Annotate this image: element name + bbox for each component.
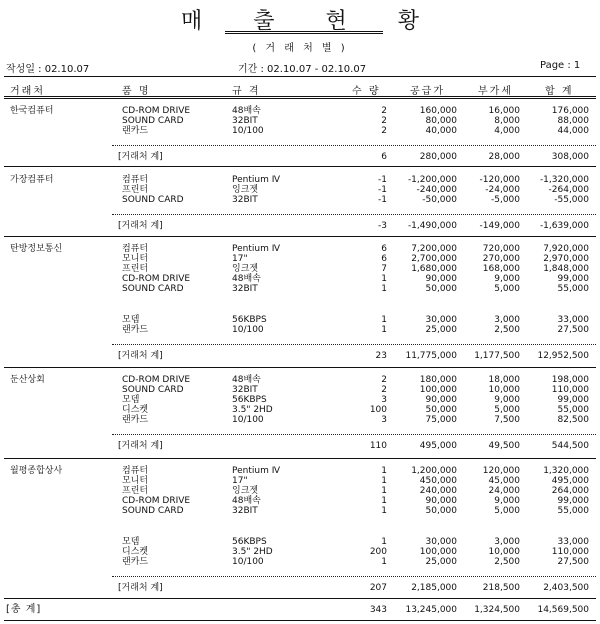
item-total: 99,000 xyxy=(557,274,589,284)
item-qty: 200 xyxy=(369,547,387,557)
item-total: 44,000 xyxy=(557,126,589,136)
item-vat: 720,000 xyxy=(482,244,520,254)
item-spec: 32BIT xyxy=(232,195,258,205)
item-spec: 32BIT xyxy=(232,116,258,126)
item-qty: 100 xyxy=(369,405,387,415)
report-title: 매 출 현 황 xyxy=(181,9,441,34)
item-name: 프린터 xyxy=(122,185,149,195)
subtotal-qty: 23 xyxy=(375,351,387,361)
item-qty: 6 xyxy=(381,244,387,254)
col-header-supply: 공급가 xyxy=(410,86,445,97)
item-vat: 3,000 xyxy=(494,537,520,547)
item-qty: -1 xyxy=(378,195,387,205)
col-header-qty: 수 량 xyxy=(352,86,381,97)
item-name: 랜카드 xyxy=(122,557,149,567)
item-spec: 48배속 xyxy=(232,496,261,506)
header-top-rule xyxy=(4,76,596,77)
item-total: 55,000 xyxy=(557,284,589,294)
subtotal-qty: 207 xyxy=(369,583,387,593)
subtotal-total: 544,500 xyxy=(551,441,589,451)
item-name: 모뎀 xyxy=(122,315,140,325)
item-qty: 6 xyxy=(381,254,387,264)
item-spec: 10/100 xyxy=(232,557,264,567)
subtotal-vat: 1,177,500 xyxy=(474,351,520,361)
item-supply: 25,000 xyxy=(425,325,457,335)
item-qty: 1 xyxy=(381,284,387,294)
item-supply: 1,680,000 xyxy=(411,264,457,274)
item-vat: 16,000 xyxy=(488,106,520,116)
item-name: 디스켓 xyxy=(122,547,149,557)
item-spec: 잉크젯 xyxy=(232,264,259,274)
item-supply: -1,200,000 xyxy=(407,175,457,185)
item-spec: Pentium Ⅳ xyxy=(232,466,281,476)
col-header-vat: 부가세 xyxy=(478,86,513,97)
item-spec: 3.5" 2HD xyxy=(232,405,273,415)
subtotal-supply: -1,490,000 xyxy=(407,221,457,231)
item-total: 55,000 xyxy=(557,506,589,516)
item-qty: 1 xyxy=(381,537,387,547)
item-total: 55,000 xyxy=(557,405,589,415)
item-supply: 1,200,000 xyxy=(411,466,457,476)
col-header-customer: 거래처 xyxy=(10,86,45,97)
subtotal-rule xyxy=(112,145,596,146)
item-supply: 90,000 xyxy=(425,496,457,506)
item-vat: 168,000 xyxy=(482,264,520,274)
item-vat: 10,000 xyxy=(488,547,520,557)
item-spec: 잉크젯 xyxy=(232,185,259,195)
item-vat: 2,500 xyxy=(494,557,520,567)
item-total: 99,000 xyxy=(557,496,589,506)
item-qty: 1 xyxy=(381,466,387,476)
item-total: 33,000 xyxy=(557,315,589,325)
item-vat: 7,500 xyxy=(494,415,520,425)
item-spec: 17" xyxy=(232,254,248,264)
item-vat: 2,500 xyxy=(494,325,520,335)
item-name: 랜카드 xyxy=(122,415,149,425)
item-name: 모니터 xyxy=(122,476,149,486)
subtotal-supply: 495,000 xyxy=(419,441,457,451)
item-qty: 1 xyxy=(381,315,387,325)
report-period: 기간 : 02.10.07 - 02.10.07 xyxy=(238,64,367,75)
item-spec: 잉크젯 xyxy=(232,486,259,496)
item-vat: 270,000 xyxy=(482,254,520,264)
subtotal-supply: 280,000 xyxy=(419,152,457,162)
item-qty: -1 xyxy=(378,175,387,185)
subtotal-qty: -3 xyxy=(378,221,387,231)
item-spec: 56KBPS xyxy=(232,537,267,547)
item-vat: 9,000 xyxy=(494,395,520,405)
item-name: 모니터 xyxy=(122,254,149,264)
item-qty: 2 xyxy=(381,106,387,116)
item-total: 1,848,000 xyxy=(543,264,589,274)
subtotal-label: [거래처 계] xyxy=(118,221,163,231)
item-qty: 2 xyxy=(381,385,387,395)
item-supply: 90,000 xyxy=(425,395,457,405)
item-name: 디스켓 xyxy=(122,405,149,415)
item-supply: 2,700,000 xyxy=(411,254,457,264)
item-spec: Pentium Ⅳ xyxy=(232,175,281,185)
item-supply: 450,000 xyxy=(419,476,457,486)
item-qty: 1 xyxy=(381,325,387,335)
item-total: 7,920,000 xyxy=(543,244,589,254)
item-name: 랜카드 xyxy=(122,325,149,335)
item-total: -264,000 xyxy=(548,185,589,195)
item-total: 110,000 xyxy=(551,547,589,557)
item-total: 110,000 xyxy=(551,385,589,395)
item-spec: 10/100 xyxy=(232,415,264,425)
item-name: SOUND CARD xyxy=(122,195,184,205)
customer-name: 둔산상회 xyxy=(10,375,45,385)
item-supply: 50,000 xyxy=(425,506,457,516)
item-spec: 48배속 xyxy=(232,375,261,385)
subtotal-label: [거래처 계] xyxy=(118,152,163,162)
subtotal-label: [거래처 계] xyxy=(118,583,163,593)
item-spec: 32BIT xyxy=(232,284,258,294)
subtotal-rule xyxy=(112,576,596,577)
item-spec: 56KBPS xyxy=(232,315,267,325)
item-supply: 90,000 xyxy=(425,274,457,284)
item-supply: 50,000 xyxy=(425,405,457,415)
item-name: 컴퓨터 xyxy=(122,244,149,254)
subtotal-rule xyxy=(112,434,596,435)
subtotal-label: [거래처 계] xyxy=(118,441,163,451)
title-underline xyxy=(225,31,383,32)
col-header-spec: 규 격 xyxy=(232,86,261,97)
item-total: 264,000 xyxy=(551,486,589,496)
subtotal-qty: 110 xyxy=(369,441,387,451)
subtotal-qty: 6 xyxy=(381,152,387,162)
grand-total-amount: 14,569,500 xyxy=(537,605,589,615)
group-separator xyxy=(4,166,596,167)
item-spec: 32BIT xyxy=(232,506,258,516)
customer-name: 월평종합상사 xyxy=(10,466,63,476)
item-spec: 10/100 xyxy=(232,126,264,136)
item-name: CD-ROM DRIVE xyxy=(122,106,191,116)
subtotal-label: [거래처 계] xyxy=(118,351,163,361)
grand-total-qty: 343 xyxy=(369,605,387,615)
item-vat: 9,000 xyxy=(494,496,520,506)
subtotal-total: 12,952,500 xyxy=(537,351,589,361)
item-name: 모뎀 xyxy=(122,537,140,547)
item-supply: 160,000 xyxy=(419,106,457,116)
item-total: 2,970,000 xyxy=(543,254,589,264)
item-supply: 80,000 xyxy=(425,116,457,126)
item-name: 모뎀 xyxy=(122,395,140,405)
item-vat: 3,000 xyxy=(494,315,520,325)
subtotal-vat: 49,500 xyxy=(488,441,520,451)
subtotal-vat: -149,000 xyxy=(479,221,520,231)
item-vat: 5,000 xyxy=(494,405,520,415)
item-supply: 240,000 xyxy=(419,486,457,496)
item-name: SOUND CARD xyxy=(122,284,184,294)
item-qty: 1 xyxy=(381,486,387,496)
item-qty: 1 xyxy=(381,557,387,567)
item-supply: 100,000 xyxy=(419,547,457,557)
group-separator xyxy=(4,236,596,237)
item-qty: -1 xyxy=(378,185,387,195)
item-spec: 56KBPS xyxy=(232,395,267,405)
item-name: CD-ROM DRIVE xyxy=(122,375,191,385)
subtotal-total: -1,639,000 xyxy=(539,221,589,231)
item-name: SOUND CARD xyxy=(122,116,184,126)
item-supply: 75,000 xyxy=(425,415,457,425)
item-supply: 50,000 xyxy=(425,284,457,294)
subtotal-vat: 218,500 xyxy=(482,583,520,593)
created-date: 작성일 : 02.10.07 xyxy=(6,64,90,75)
group-separator xyxy=(4,367,596,368)
item-supply: 7,200,000 xyxy=(411,244,457,254)
item-qty: 1 xyxy=(381,506,387,516)
customer-name: 가장컴퓨터 xyxy=(10,175,54,185)
item-vat: 45,000 xyxy=(488,476,520,486)
item-qty: 2 xyxy=(381,116,387,126)
item-name: SOUND CARD xyxy=(122,385,184,395)
item-total: 1,320,000 xyxy=(543,466,589,476)
item-qty: 1 xyxy=(381,496,387,506)
item-supply: 25,000 xyxy=(425,557,457,567)
report-subtitle: ( 거 래 처 별 ) xyxy=(252,43,348,54)
item-name: 프린터 xyxy=(122,264,149,274)
item-total: 88,000 xyxy=(557,116,589,126)
item-spec: 17" xyxy=(232,476,248,486)
grand-total-supply: 13,245,000 xyxy=(405,605,457,615)
col-header-total: 합 계 xyxy=(545,86,574,97)
item-spec: 48배속 xyxy=(232,274,261,284)
item-qty: 1 xyxy=(381,476,387,486)
item-vat: 10,000 xyxy=(488,385,520,395)
item-spec: 10/100 xyxy=(232,325,264,335)
item-name: CD-ROM DRIVE xyxy=(122,496,191,506)
item-name: 컴퓨터 xyxy=(122,466,149,476)
subtotal-rule xyxy=(112,344,596,345)
title-underline-second xyxy=(225,33,383,34)
item-total: 27,500 xyxy=(557,557,589,567)
item-supply: 30,000 xyxy=(425,315,457,325)
item-qty: 2 xyxy=(381,375,387,385)
item-total: -55,000 xyxy=(554,195,589,205)
item-vat: -5,000 xyxy=(490,195,520,205)
page-number: Page : 1 xyxy=(540,60,581,71)
subtotal-vat: 28,000 xyxy=(488,152,520,162)
item-total: 198,000 xyxy=(551,375,589,385)
grand-total-top-rule xyxy=(4,598,596,599)
item-total: 33,000 xyxy=(557,537,589,547)
item-supply: 30,000 xyxy=(425,537,457,547)
item-name: 랜카드 xyxy=(122,126,149,136)
item-spec: Pentium Ⅳ xyxy=(232,244,281,254)
item-vat: 5,000 xyxy=(494,284,520,294)
item-total: 27,500 xyxy=(557,325,589,335)
col-header-item: 품 명 xyxy=(122,86,151,97)
subtotal-rule xyxy=(112,214,596,215)
item-vat: 5,000 xyxy=(494,506,520,516)
item-total: 495,000 xyxy=(551,476,589,486)
item-supply: -240,000 xyxy=(416,185,457,195)
customer-name: 한국컴퓨터 xyxy=(10,106,54,116)
item-qty: 7 xyxy=(381,264,387,274)
grand-total-vat: 1,324,500 xyxy=(474,605,520,615)
grand-total-bottom-rule xyxy=(4,620,596,621)
item-name: 컴퓨터 xyxy=(122,175,149,185)
grand-total-label: [총 계] xyxy=(6,604,42,615)
item-vat: 8,000 xyxy=(494,116,520,126)
item-supply: 100,000 xyxy=(419,385,457,395)
item-qty: 1 xyxy=(381,274,387,284)
group-separator xyxy=(4,458,596,459)
subtotal-supply: 11,775,000 xyxy=(405,351,457,361)
item-supply: 180,000 xyxy=(419,375,457,385)
item-total: 82,500 xyxy=(557,415,589,425)
subtotal-total: 2,403,500 xyxy=(543,583,589,593)
customer-name: 탄방정보통신 xyxy=(10,244,63,254)
item-supply: -50,000 xyxy=(422,195,457,205)
item-qty: 3 xyxy=(381,415,387,425)
item-total: 99,000 xyxy=(557,395,589,405)
item-total: 176,000 xyxy=(551,106,589,116)
item-name: CD-ROM DRIVE xyxy=(122,274,191,284)
item-vat: -24,000 xyxy=(485,185,520,195)
item-vat: 18,000 xyxy=(488,375,520,385)
subtotal-total: 308,000 xyxy=(551,152,589,162)
item-name: SOUND CARD xyxy=(122,506,184,516)
item-vat: 24,000 xyxy=(488,486,520,496)
item-spec: 32BIT xyxy=(232,385,258,395)
item-spec: 3.5" 2HD xyxy=(232,547,273,557)
item-vat: 4,000 xyxy=(494,126,520,136)
item-vat: 9,000 xyxy=(494,274,520,284)
item-total: -1,320,000 xyxy=(539,175,589,185)
item-name: 프린터 xyxy=(122,486,149,496)
item-vat: 120,000 xyxy=(482,466,520,476)
item-qty: 2 xyxy=(381,126,387,136)
item-spec: 48배속 xyxy=(232,106,261,116)
subtotal-supply: 2,185,000 xyxy=(411,583,457,593)
item-supply: 40,000 xyxy=(425,126,457,136)
item-qty: 3 xyxy=(381,395,387,405)
item-vat: -120,000 xyxy=(479,175,520,185)
